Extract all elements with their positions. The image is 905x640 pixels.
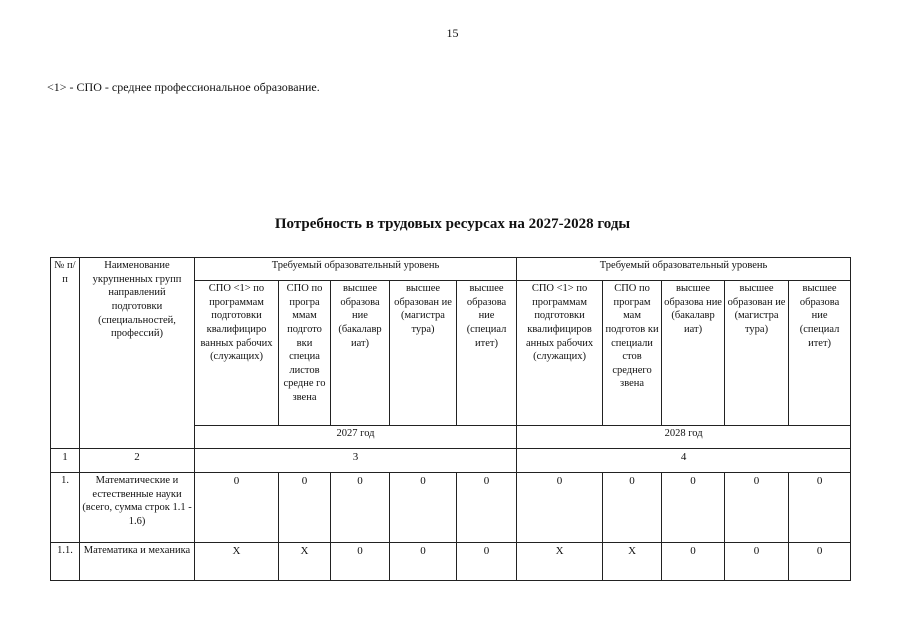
header-level-2027: Требуемый образовательный уровень [195,258,517,281]
row-value: 0 [662,473,725,543]
row-value: 0 [331,543,390,581]
row-value: 0 [331,473,390,543]
row-value: X [517,543,603,581]
year-2028: 2028 год [517,426,851,449]
header-num: № п/п [51,258,80,449]
row-value: 0 [789,473,851,543]
row-name: Математика и механика [80,543,195,581]
header-name: Наименование укрупненных групп направлений подготовки (специальностей, профессий) [80,258,195,449]
column-number-3: 3 [195,449,517,473]
page-number: 15 [446,26,459,40]
level-master-2027: высшее образован ие (магистра тура) [390,281,457,426]
row-value: 0 [725,473,789,543]
column-number-1: 1 [51,449,80,473]
row-value: 0 [457,473,517,543]
header-level-2028: Требуемый образовательный уровень [517,258,851,281]
row-value: 0 [195,473,279,543]
row-name: Математические и естественные науки (всего, сумма строк 1.1 - 1.6) [80,473,195,543]
footnote: <1> - СПО - среднее профессиональное образование. [47,80,320,94]
row-value: X [279,543,331,581]
level-spo-specialists-2028: СПО по програм мам подготов ки специали стов среднего звена [603,281,662,426]
level-bachelor-2028: высшее образова ние (бакалавр иат) [662,281,725,426]
table-title: Потребность в трудовых ресурсах на 2027-2028 годы [274,216,631,232]
row-index: 1. [51,473,80,543]
row-value: X [195,543,279,581]
level-spo-specialists-2027: СПО по програ ммам подгото вки специа листов средне го звена [279,281,331,426]
level-spo-workers-2027: СПО <1> по программам подготовки квалифициро ванных рабочих (служащих) [195,281,279,426]
column-number-2: 2 [80,449,195,473]
row-value: 0 [603,473,662,543]
row-value: 0 [662,543,725,581]
row-index: 1.1. [51,543,80,581]
level-specialist-2027: высшее образова ние (специал итет) [457,281,517,426]
labor-needs-table [50,257,851,581]
table-row [51,543,851,581]
column-number-4: 4 [517,449,851,473]
table-row [51,473,851,543]
row-value: 0 [390,473,457,543]
row-value: 0 [390,543,457,581]
level-master-2028: высшее образован ие (магистра тура) [725,281,789,426]
row-value: 0 [279,473,331,543]
row-value: 0 [789,543,851,581]
row-value: 0 [517,473,603,543]
level-spo-workers-2028: СПО <1> по программам подготовки квалифициров анных рабочих (служащих) [517,281,603,426]
row-value: X [603,543,662,581]
row-value: 0 [725,543,789,581]
row-value: 0 [457,543,517,581]
year-2027: 2027 год [195,426,517,449]
level-specialist-2028: высшее образова ние (специал итет) [789,281,851,426]
level-bachelor-2027: высшее образова ние (бакалавр иат) [331,281,390,426]
